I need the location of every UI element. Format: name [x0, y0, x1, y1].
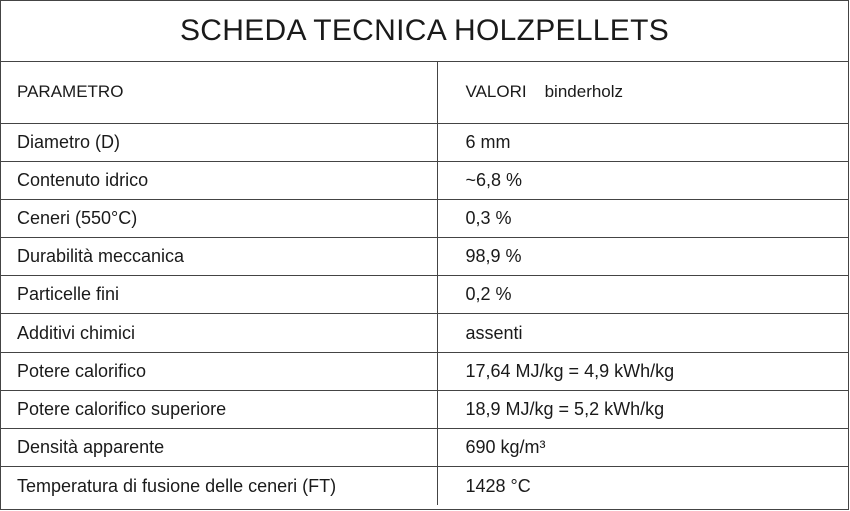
value-cell: assenti	[437, 314, 849, 352]
header-brand: binderholz	[544, 82, 624, 102]
value-cell: 0,3 %	[437, 199, 849, 237]
spec-table	[0, 62, 849, 505]
parameter-cell: Potere calorifico superiore	[0, 390, 437, 428]
table-header-row	[0, 62, 849, 123]
header-values-label: VALORI	[465, 82, 527, 102]
parameter-cell: Particelle fini	[0, 276, 437, 314]
parameter-cell: Potere calorifico	[0, 352, 437, 390]
parameter-cell: Diametro (D)	[0, 123, 437, 161]
table-row	[0, 276, 849, 314]
parameter-cell: Durabilità meccanica	[0, 238, 437, 276]
table-row	[0, 352, 849, 390]
parameter-cell: Densità apparente	[0, 429, 437, 467]
table-row	[0, 314, 849, 352]
table-row	[0, 161, 849, 199]
parameter-cell: Temperatura di fusione delle ceneri (FT)	[17, 475, 337, 496]
parameter-cell: Ceneri (550°C)	[0, 199, 437, 237]
table-row	[0, 390, 849, 428]
table-row	[0, 199, 849, 237]
value-cell: 690 kg/m³	[437, 429, 849, 467]
value-cell: 18,9 MJ/kg = 5,2 kWh/kg	[437, 390, 849, 428]
header-values	[437, 62, 849, 123]
table-row	[0, 467, 849, 505]
value-cell: 1428 °C	[437, 467, 849, 505]
sheet-title: SCHEDA TECNICA HOLZPELLETS	[0, 0, 849, 62]
table-row	[0, 238, 849, 276]
parameter-cell: Contenuto idrico	[0, 161, 437, 199]
parameter-cell: Additivi chimici	[0, 314, 437, 352]
value-cell: 6 mm	[437, 123, 849, 161]
header-parameter: PARAMETRO	[0, 62, 437, 123]
value-cell: 98,9 %	[437, 238, 849, 276]
value-cell: ~6,8 %	[437, 161, 849, 199]
value-cell: 17,64 MJ/kg = 4,9 kWh/kg	[437, 352, 849, 390]
value-cell: 0,2 %	[437, 276, 849, 314]
table-row	[0, 429, 849, 467]
table-row	[0, 123, 849, 161]
